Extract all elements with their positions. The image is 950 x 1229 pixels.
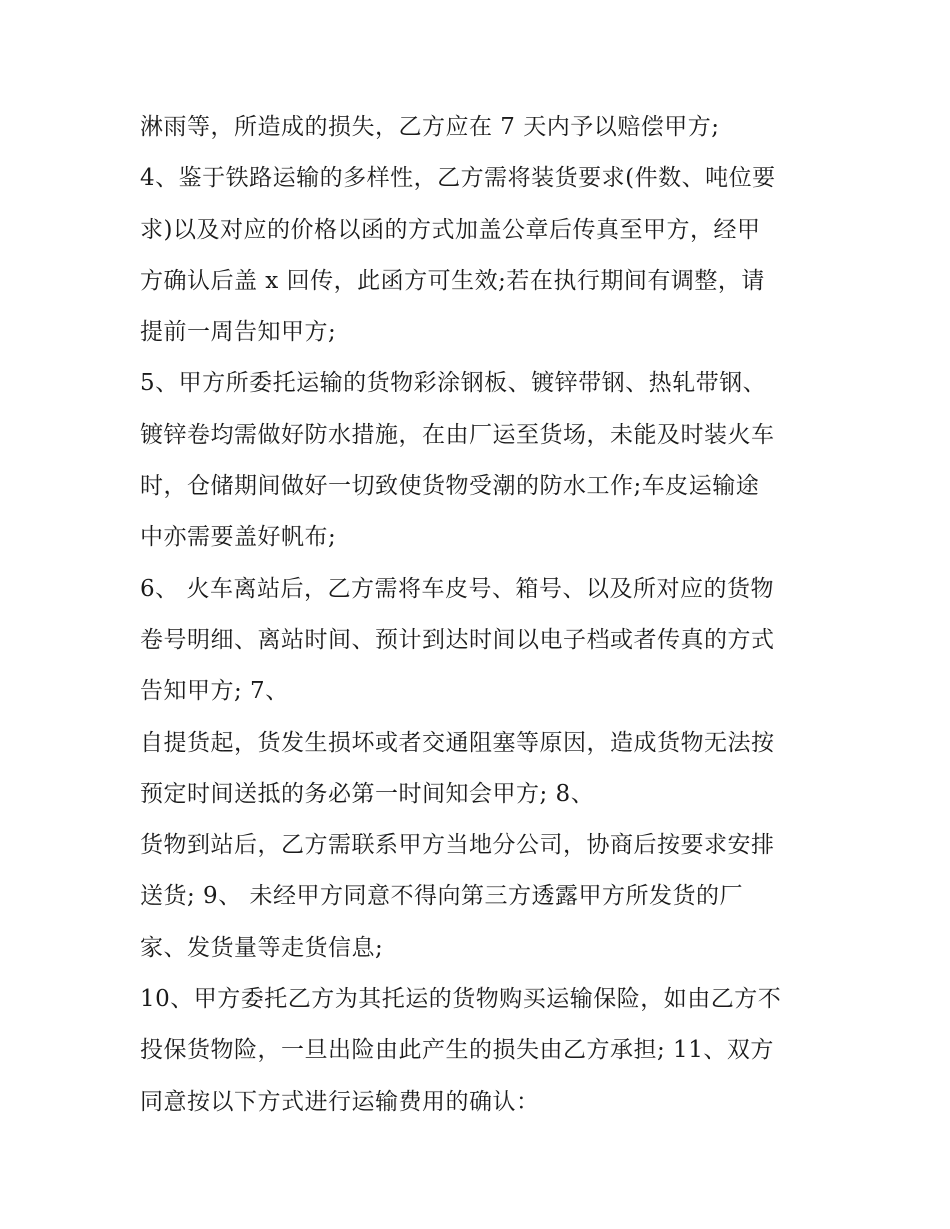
body-text bbox=[140, 102, 830, 1128]
text-line: 4、鉴于铁路运输的多样性，乙方需将装货要求(件数、吨位要 bbox=[140, 165, 776, 192]
text-line: 家、发货量等走货信息; bbox=[140, 934, 384, 961]
text-line: 同意按以下方式进行运输费用的确认： bbox=[140, 1088, 540, 1115]
text-line: 中亦需要盖好帆布; bbox=[140, 524, 337, 551]
text-line: 送货; 9、 未经甲方同意不得向第三方透露甲方所发货的厂 bbox=[140, 883, 744, 910]
text-line: 自提货起，货发生损坏或者交通阻塞等原因，造成货物无法按 bbox=[140, 729, 775, 756]
text-line: 淋雨等，所造成的损失，乙方应在 7 天内予以赔偿甲方; bbox=[140, 114, 720, 140]
text-line: 货物到站后，乙方需联系甲方当地分公司，协商后按要求安排 bbox=[140, 832, 775, 859]
text-line: 方确认后盖 x 回传，此函方可生效;若在执行期间有调整，请 bbox=[140, 267, 765, 294]
text-line: 卷号明细、离站时间、预计到达时间以电子档或者传真的方式 bbox=[140, 626, 775, 653]
text-line: 5、甲方所委托运输的货物彩涂钢板、镀锌带钢、热轧带钢、 bbox=[140, 370, 767, 397]
text-line: 告知甲方; 7、 bbox=[140, 678, 289, 705]
text-line: 提前一周告知甲方; bbox=[140, 319, 337, 346]
text-line: 求)以及对应的价格以函的方式加盖公章后传真至甲方，经甲 bbox=[140, 216, 761, 243]
text-line: 6、 火车离站后，乙方需将车皮号、箱号、以及所对应的货物 bbox=[140, 575, 774, 602]
text-line: 时，仓储期间做好一切致使货物受潮的防水工作;车皮运输途 bbox=[140, 473, 760, 500]
text-line: 投保货物险，一旦出险由此产生的损失由乙方承担; 11、双方 bbox=[140, 1037, 774, 1064]
text-line: 镀锌卷均需做好防水措施，在由厂运至货场，未能及时装火车 bbox=[140, 421, 775, 448]
text-line: 10、甲方委托乙方为其托运的货物购买运输保险，如由乙方不 bbox=[140, 986, 782, 1013]
text-line: 预定时间送抵的务必第一时间知会甲方; 8、 bbox=[140, 780, 595, 807]
